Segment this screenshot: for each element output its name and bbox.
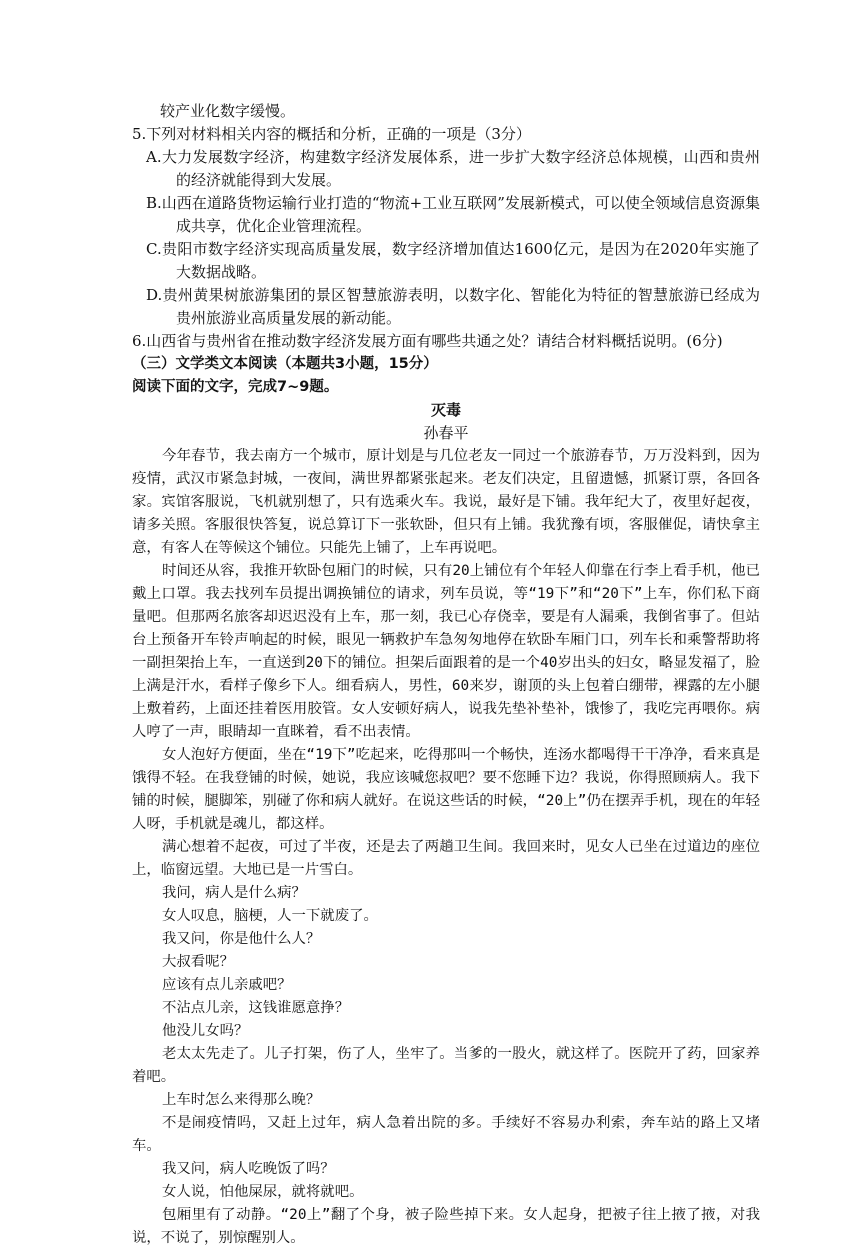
question-5-option-b: B.山西在道路货物运输行业打造的“物流+工业互联网”发展新模式，可以使全领域信息资源集成共享，优化企业管理流程。 bbox=[146, 194, 760, 235]
document-page bbox=[132, 100, 760, 1250]
dialogue-line: 上车时怎么来得那么晚？ bbox=[162, 1092, 321, 1108]
story-author: 孙春平 bbox=[423, 424, 469, 442]
story-paragraph: 包厢里有了动静。“20上”翻了个身，被子险些掉下来。女人起身，把被子往上掖了掖，对我说，不说了，别惊醒别人。 bbox=[132, 1207, 760, 1246]
section-heading: （三）文学类文本阅读（本题共3小题，15分） bbox=[132, 356, 438, 372]
story-paragraph: 女人泡好方便面，坐在“19下”吃起来，吃得那叫一个畅快，连汤水都喝得干干净净，看来真是饿得不轻。在我登铺的时候，她说，我应该喊您叔吧？要不您睡下边？我说，你得照顾病人。我下铺的时候，腿脚笨，别碰了你和病人就好。在说这些话的时候，“20上”仍在摆弄手机，现在的年轻人呀，手机就是魂儿，都这样。 bbox=[132, 747, 760, 832]
dialogue-line: 他没儿女吗？ bbox=[162, 1023, 249, 1039]
question-6: 6.山西省与贵州省在推动数字经济发展方面有哪些共通之处？请结合材料概括说明。(6分) bbox=[132, 332, 723, 350]
story-paragraph: 满心想着不起夜，可过了半夜，还是去了两趟卫生间。我回来时，见女人已坐在过道边的座位上，临窗远望。大地已是一片雪白。 bbox=[132, 839, 760, 878]
dialogue-line: 不沾点儿亲，这钱谁愿意挣？ bbox=[162, 1000, 350, 1016]
question-5-option-a: A.大力发展数字经济，构建数字经济发展体系，进一步扩大数字经济总体规模，山西和贵州的经济就能得到大发展。 bbox=[146, 148, 760, 189]
section-instruction: 阅读下面的文字，完成7~9题。 bbox=[132, 379, 339, 395]
dialogue-line: 老太太先走了。儿子打架，伤了人，坐牢了。当爹的一股火，就这样了。医院开了药，回家养着吧。 bbox=[132, 1046, 760, 1085]
dialogue-line: 我又问，病人吃晚饭了吗？ bbox=[162, 1161, 335, 1177]
story-paragraph: 时间还从容，我推开软卧包厢门的时候，只有20上铺位有个年轻人仰靠在行李上看手机，他已戴上口罩。我去找列车员提出调换铺位的请求，列车员说，等“19下”和“20下”上车，你们私下商量吧。但那两名旅客却迟迟没有上车，那一刻，我已心存侥幸，要是有人漏乘，我倒省事了。但站台上预备开车铃声响起的时候，眼见一辆救护车急匆匆地停在软卧车厢门口，列车长和乘警帮助将一副担架抬上车，一直送到20下的铺位。担架后面跟着的是一个40岁出头的妇女，略显发福了，脸上满是汗水，看样子像乡下人。细看病人，男性，60来岁，谢顶的头上包着白绷带，裸露的左小腿上敷着药，上面还挂着医用胶管。女人安顿好病人，说我先垫补垫补，饿惨了，我吃完再喂你。病人哼了一声，眼睛却一直眯着，看不出表情。 bbox=[132, 563, 760, 740]
story-paragraph: 今年春节，我去南方一个城市，原计划是与几位老友一同过一个旅游春节，万万没料到，因为疫情，武汉市紧急封城，一夜间，满世界都紧张起来。老友们决定，且留遗憾，抓紧订票，各回各家。宾馆客服说，飞机就别想了，只有选乘火车。我说，最好是下铺。我年纪大了，夜里好起夜，请多关照。客服很快答复，说总算订下一张软卧，但只有上铺。我犹豫有顷，客服催促，请快拿主意，有客人在等候这个铺位。只能先上铺了，上车再说吧。 bbox=[132, 448, 760, 556]
dialogue-line: 我又问，你是他什么人？ bbox=[162, 931, 321, 947]
dialogue-line: 应该有点儿亲戚吧？ bbox=[162, 977, 292, 993]
dialogue-line: 女人叹息，脑梗，人一下就废了。 bbox=[162, 908, 378, 924]
dialogue-line: 不是闹疫情吗，又赶上过年，病人急着出院的多。手续好不容易办利索，奔车站的路上又堵车。 bbox=[132, 1115, 760, 1154]
continuation-line: 较产业化数字缓慢。 bbox=[160, 102, 296, 120]
question-5-option-c: C.贵阳市数字经济实现高质量发展，数字经济增加值达1600亿元，是因为在2020年实施了大数据战略。 bbox=[146, 240, 760, 281]
question-5-stem: 5.下列对材料相关内容的概括和分析，正确的一项是（3分） bbox=[132, 125, 531, 143]
story-title: 灭毒 bbox=[430, 401, 461, 419]
question-5-option-d: D.贵州黄果树旅游集团的景区智慧旅游表明，以数字化、智能化为特征的智慧旅游已经成为贵州旅游业高质量发展的新动能。 bbox=[146, 286, 760, 327]
dialogue-line: 女人说，怕他屎尿，就将就吧。 bbox=[162, 1184, 364, 1200]
dialogue-line: 我问，病人是什么病？ bbox=[162, 885, 306, 901]
dialogue-line: 大叔看呢？ bbox=[162, 954, 234, 970]
